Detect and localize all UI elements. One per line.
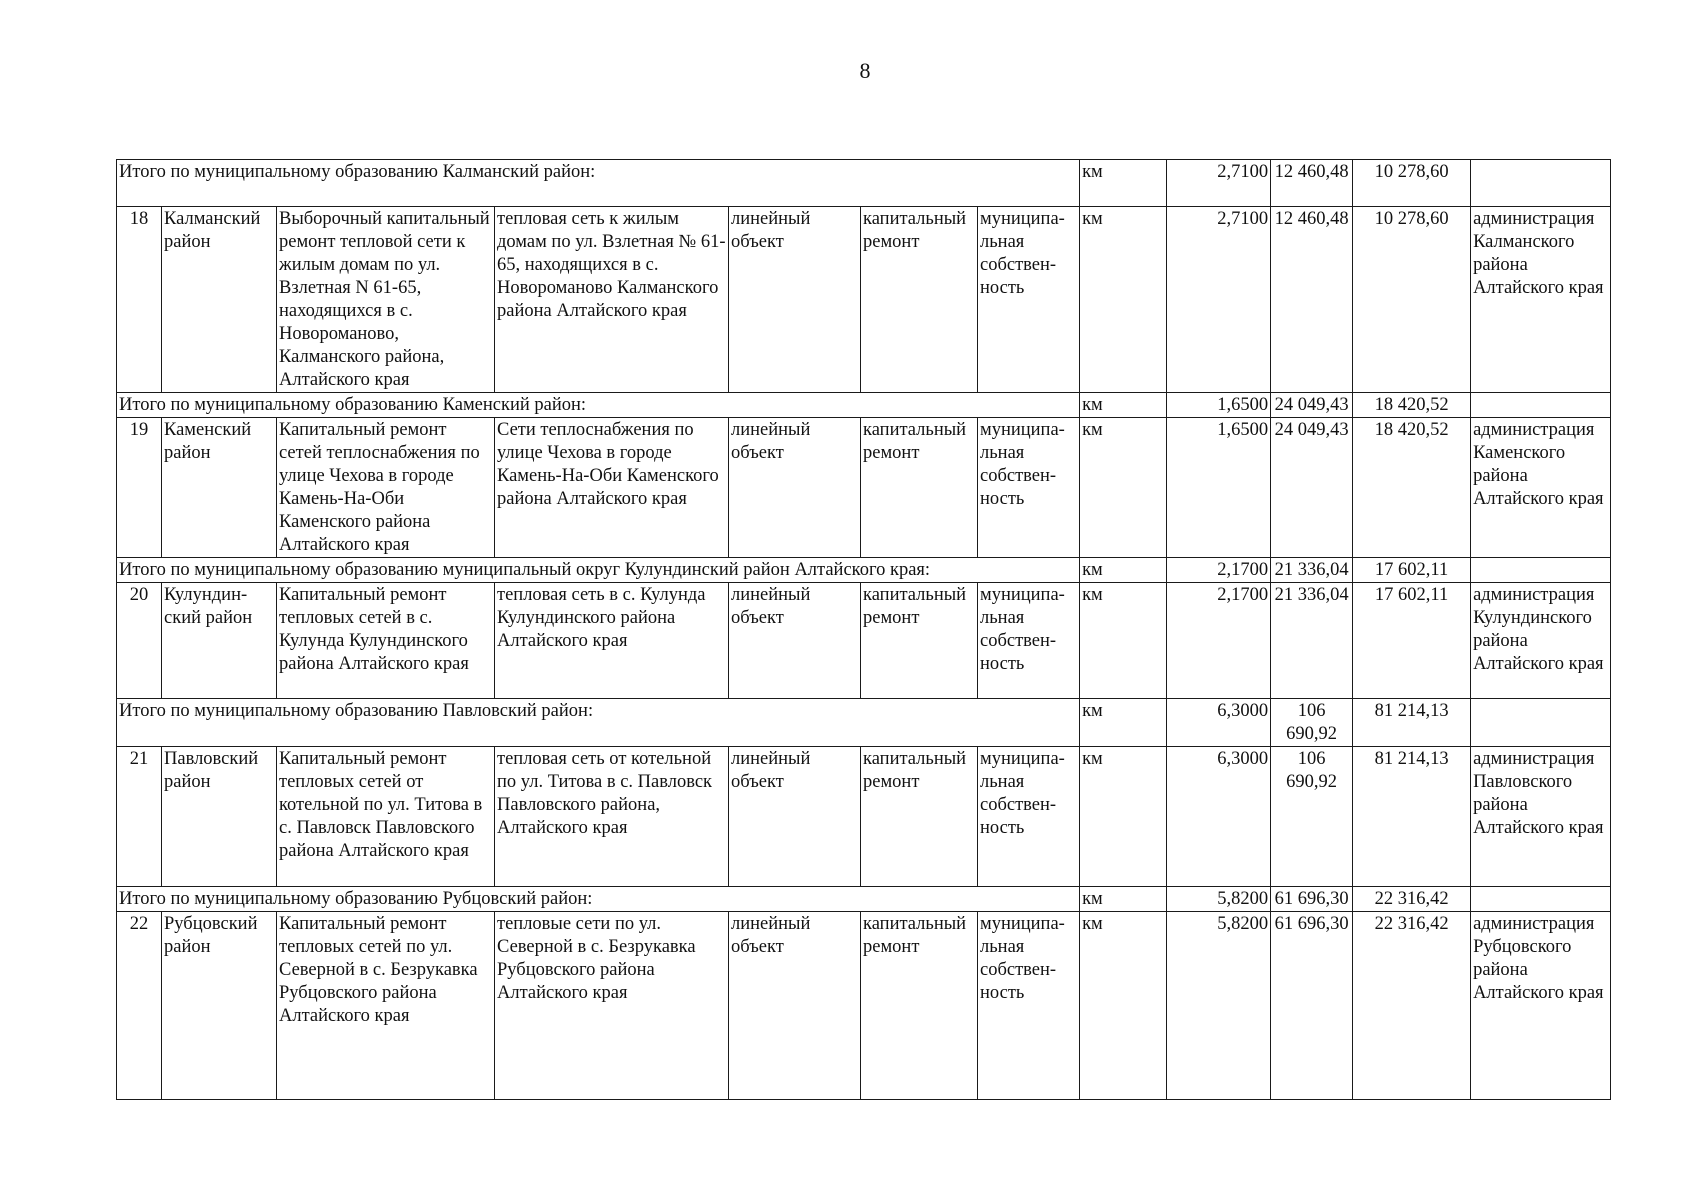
length-cell: 2,1700 [1167, 583, 1271, 699]
total-empty-cell [1471, 160, 1611, 207]
total-unit-cell: км [1080, 160, 1167, 207]
district-cell: Калманский район [162, 207, 277, 393]
total-budget-cell: 81 214,13 [1353, 699, 1471, 747]
work-name-cell: Капитальный ремонт сетей теплоснабжения по улице Чехова в городе Камень-На-Оби Каменского района Алтайского края [277, 418, 495, 558]
object-type-cell: линейный объект [729, 583, 861, 699]
total-budget-cell: 10 278,60 [1353, 160, 1471, 207]
work-name-cell: Капитальный ремонт тепловых сетей в с. Кулунда Кулундинского района Алтайского края [277, 583, 495, 699]
total-cost-cell: 21 336,04 [1271, 558, 1353, 583]
work-type-cell: капитальный ремонт [861, 912, 978, 1100]
district-cell: Кулундин- ский район [162, 583, 277, 699]
cost-total-cell: 106 690,92 [1271, 747, 1353, 887]
total-label: Итого по муниципальному образованию Рубцовский район: [117, 887, 1080, 912]
row-number-cell: 21 [117, 747, 162, 887]
row-number-cell: 20 [117, 583, 162, 699]
table-row [117, 747, 1611, 887]
object-name-cell: тепловая сеть от котельной по ул. Титова в с. Павловск Павловского района, Алтайского края [495, 747, 729, 887]
work-type-cell: капитальный ремонт [861, 418, 978, 558]
total-length-cell: 6,3000 [1167, 699, 1271, 747]
ownership-cell: муниципа- льная собствен- ность [978, 583, 1080, 699]
objects-table [116, 159, 1611, 1100]
total-cost-cell: 61 696,30 [1271, 887, 1353, 912]
unit-cell: км [1080, 583, 1167, 699]
total-label: Итого по муниципальному образованию Каменский район: [117, 393, 1080, 418]
total-unit-cell: км [1080, 393, 1167, 418]
page-number: 8 [859, 58, 871, 83]
length-cell: 1,6500 [1167, 418, 1271, 558]
total-cost-cell: 106 690,92 [1271, 699, 1353, 747]
table-body [117, 160, 1611, 1100]
ownership-cell: муниципа- льная собствен- ность [978, 418, 1080, 558]
object-name-cell: Сети теплоснабжения по улице Чехова в городе Камень-На-Оби Каменского района Алтайского края [495, 418, 729, 558]
unit-cell: км [1080, 207, 1167, 393]
cost-budget-cell: 81 214,13 [1353, 747, 1471, 887]
work-type-cell: капитальный ремонт [861, 747, 978, 887]
customer-cell: администрация Рубцовского района Алтайского края [1471, 912, 1611, 1100]
work-name-cell: Выборочный капитальный ремонт тепловой сети к жилым домам по ул. Взлетная N 61-65, находящихся в с. Новороманово, Калманского района, Алтайского края [277, 207, 495, 393]
total-empty-cell [1471, 558, 1611, 583]
unit-cell: км [1080, 747, 1167, 887]
total-length-cell: 1,6500 [1167, 393, 1271, 418]
total-label: Итого по муниципальному образованию Павловский район: [117, 699, 1080, 747]
total-label: Итого по муниципальному образованию муниципальный округ Кулундинский район Алтайского края: [117, 558, 1080, 583]
cost-total-cell: 21 336,04 [1271, 583, 1353, 699]
table-row [117, 207, 1611, 393]
table-row [117, 912, 1611, 1100]
customer-cell: администрация Павловского района Алтайского края [1471, 747, 1611, 887]
table-row [117, 418, 1611, 558]
unit-cell: км [1080, 912, 1167, 1100]
customer-cell: администрация Кулундинского района Алтайского края [1471, 583, 1611, 699]
cost-budget-cell: 17 602,11 [1353, 583, 1471, 699]
work-type-cell: капитальный ремонт [861, 207, 978, 393]
object-name-cell: тепловые сети по ул. Северной в с. Безрукавка Рубцовского района Алтайского края [495, 912, 729, 1100]
total-empty-cell [1471, 887, 1611, 912]
total-unit-cell: км [1080, 558, 1167, 583]
cost-total-cell: 12 460,48 [1271, 207, 1353, 393]
total-row [117, 699, 1611, 747]
row-number-cell: 18 [117, 207, 162, 393]
total-budget-cell: 18 420,52 [1353, 393, 1471, 418]
table-row [117, 583, 1611, 699]
district-cell: Каменский район [162, 418, 277, 558]
total-unit-cell: км [1080, 887, 1167, 912]
total-budget-cell: 22 316,42 [1353, 887, 1471, 912]
object-type-cell: линейный объект [729, 912, 861, 1100]
cost-budget-cell: 10 278,60 [1353, 207, 1471, 393]
district-cell: Рубцовский район [162, 912, 277, 1100]
total-length-cell: 5,8200 [1167, 887, 1271, 912]
cost-total-cell: 61 696,30 [1271, 912, 1353, 1100]
length-cell: 6,3000 [1167, 747, 1271, 887]
total-budget-cell: 17 602,11 [1353, 558, 1471, 583]
total-row [117, 887, 1611, 912]
ownership-cell: муниципа- льная собствен- ность [978, 747, 1080, 887]
ownership-cell: муниципа- льная собствен- ность [978, 912, 1080, 1100]
row-number-cell: 22 [117, 912, 162, 1100]
total-cost-cell: 12 460,48 [1271, 160, 1353, 207]
work-name-cell: Капитальный ремонт тепловых сетей от котельной по ул. Титова в с. Павловск Павловского района Алтайского края [277, 747, 495, 887]
total-empty-cell [1471, 393, 1611, 418]
customer-cell: администрация Калманского района Алтайского края [1471, 207, 1611, 393]
length-cell: 5,8200 [1167, 912, 1271, 1100]
cost-budget-cell: 18 420,52 [1353, 418, 1471, 558]
ownership-cell: муниципа- льная собствен- ность [978, 207, 1080, 393]
total-row [117, 558, 1611, 583]
total-cost-cell: 24 049,43 [1271, 393, 1353, 418]
total-length-cell: 2,7100 [1167, 160, 1271, 207]
district-cell: Павловский район [162, 747, 277, 887]
total-label: Итого по муниципальному образованию Калманский район: [117, 160, 1080, 207]
customer-cell: администрация Каменского района Алтайского края [1471, 418, 1611, 558]
total-row [117, 160, 1611, 207]
row-number-cell: 19 [117, 418, 162, 558]
work-name-cell: Капитальный ремонт тепловых сетей по ул. Северной в с. Безрукавка Рубцовского района Алтайского края [277, 912, 495, 1100]
total-length-cell: 2,1700 [1167, 558, 1271, 583]
object-type-cell: линейный объект [729, 418, 861, 558]
length-cell: 2,7100 [1167, 207, 1271, 393]
total-empty-cell [1471, 699, 1611, 747]
object-type-cell: линейный объект [729, 747, 861, 887]
object-type-cell: линейный объект [729, 207, 861, 393]
cost-total-cell: 24 049,43 [1271, 418, 1353, 558]
total-row [117, 393, 1611, 418]
object-name-cell: тепловая сеть к жилым домам по ул. Взлетная № 61-65, находящихся в с. Новороманово Калманского района Алтайского края [495, 207, 729, 393]
work-type-cell: капитальный ремонт [861, 583, 978, 699]
unit-cell: км [1080, 418, 1167, 558]
object-name-cell: тепловая сеть в с. Кулунда Кулундинского района Алтайского края [495, 583, 729, 699]
cost-budget-cell: 22 316,42 [1353, 912, 1471, 1100]
total-unit-cell: км [1080, 699, 1167, 747]
